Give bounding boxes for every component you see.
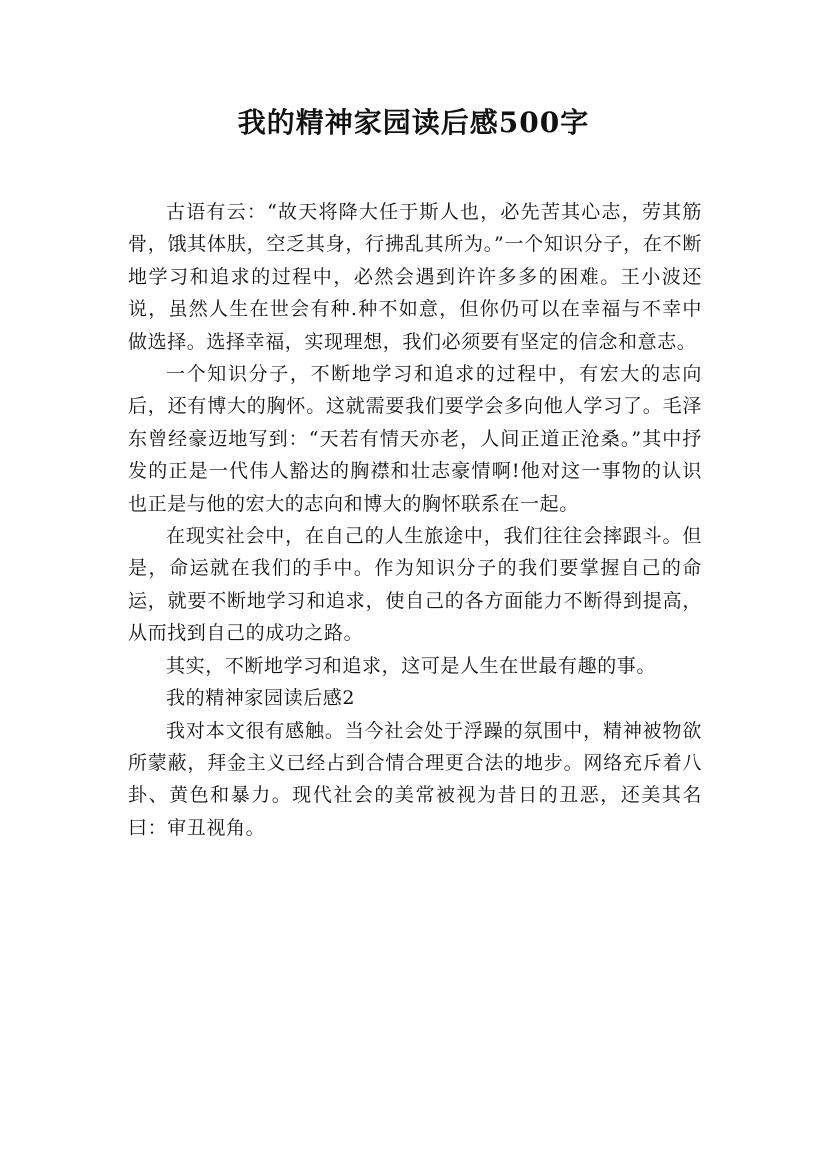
paragraph-4: 其实，不断地学习和追求，这可是人生在世最有趣的事。: [166, 654, 657, 677]
paragraph-2: 一个知识分子，不断地学习和追求的过程中，有宏大的志向后，还有博大的胸怀。这就需要我们要学会多向他人学习了。毛泽东曾经豪迈地写到：“天若有情天亦老，人间正道正沧桑。”其中抒发的正是一代伟人豁达的胸襟和壮志豪情啊!他对这一事物的认识也正是与他的宏大的志向和博大的胸怀联系在一起。: [128, 363, 702, 515]
paragraph-5: 我对本文很有感触。当今社会处于浮躁的氛围中，精神被物欲所蒙蔽，拜金主义已经占到合情合理更合法的地步。网络充斥着八卦、黄色和暴力。现代社会的美常被视为昔日的丑恶，还美其名曰：审丑视角。: [128, 719, 702, 839]
section-heading: 我的精神家园读后感2: [166, 687, 356, 710]
document-body: [128, 196, 702, 844]
paragraph-1: 古语有云：“故天将降大任于斯人也，必先苦其心志，劳其筋骨，饿其体肤，空乏其身，行拂乱其所为。”一个知识分子，在不断地学习和追求的过程中，必然会遇到许许多多的困难。王小波还说，虽然人生在世会有种.种不如意，但你仍可以在幸福与不幸中做选择。选择幸福，实现理想，我们必须要有坚定的信念和意志。: [128, 201, 702, 353]
paragraph-3: 在现实社会中，在自己的人生旅途中，我们往往会摔跟斗。但是，命运就在我们的手中。作为知识分子的我们要掌握自己的命运，就要不断地学习和追求，使自己的各方面能力不断得到提高，从而找到自己的成功之路。: [128, 525, 702, 645]
page-title: 我的精神家园读后感500字: [237, 106, 590, 139]
